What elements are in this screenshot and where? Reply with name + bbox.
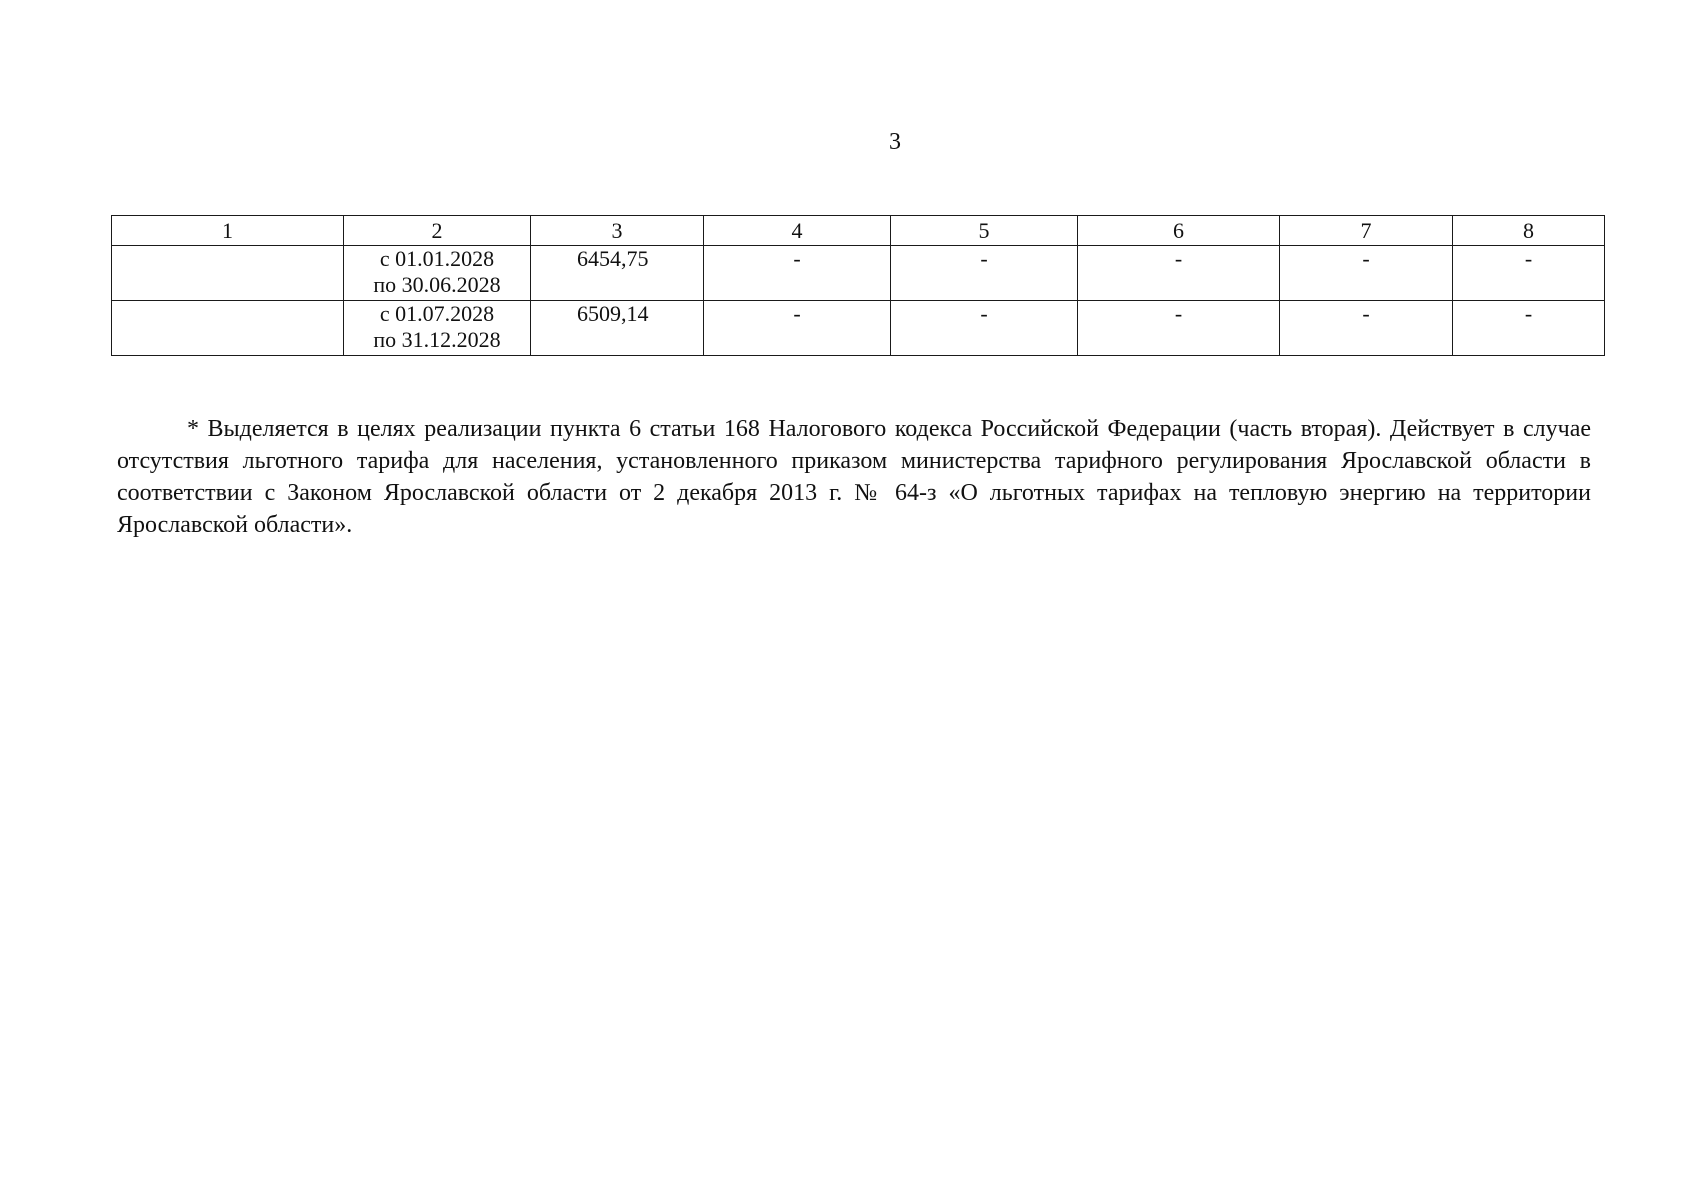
column-header-2: 2 [344,216,531,246]
period-from: с 01.01.2028 [379,246,495,271]
table-cell: - [704,246,891,301]
table-header-row [112,216,1605,246]
tariff-value: 6454,75 [531,246,704,301]
tariff-value: 6509,14 [531,301,704,356]
table-cell: - [1078,246,1280,301]
table-cell: - [1453,301,1605,356]
column-header-8: 8 [1453,216,1605,246]
table-cell: - [891,301,1078,356]
column-header-6: 6 [1078,216,1280,246]
table-cell: - [891,246,1078,301]
row-name-cell [112,246,344,301]
column-header-4: 4 [704,216,891,246]
row-name-cell [112,301,344,356]
table-cell: - [1453,246,1605,301]
table-cell: - [1280,246,1453,301]
table-cell: - [1078,301,1280,356]
table-row [112,246,1605,301]
period-from: с 01.07.2028 [379,301,495,326]
tariff-table [111,215,1605,356]
period-cell [344,301,531,356]
column-header-7: 7 [1280,216,1453,246]
footnote: * Выделяется в целях реализации пункта 6 статьи 168 Налогового кодекса Российской Федерации (часть вторая). Действует в случае отсутствия льготного тарифа для населения, установленного приказом министерства тарифного регулирования Ярославской области в соответствии с Законом Ярославской области от 2 декабря 2013 г. № 64-з «О льготных тарифах на тепловую энергию на территории Ярославской области». [117,416,1591,538]
period-to: по 30.06.2028 [373,272,501,297]
period-cell [344,246,531,301]
column-header-1: 1 [112,216,344,246]
column-header-3: 3 [531,216,704,246]
table-cell: - [704,301,891,356]
column-header-5: 5 [891,216,1078,246]
table-cell: - [1280,301,1453,356]
table-row [112,301,1605,356]
page-number: 3 [889,129,901,155]
period-to: по 31.12.2028 [373,327,501,352]
